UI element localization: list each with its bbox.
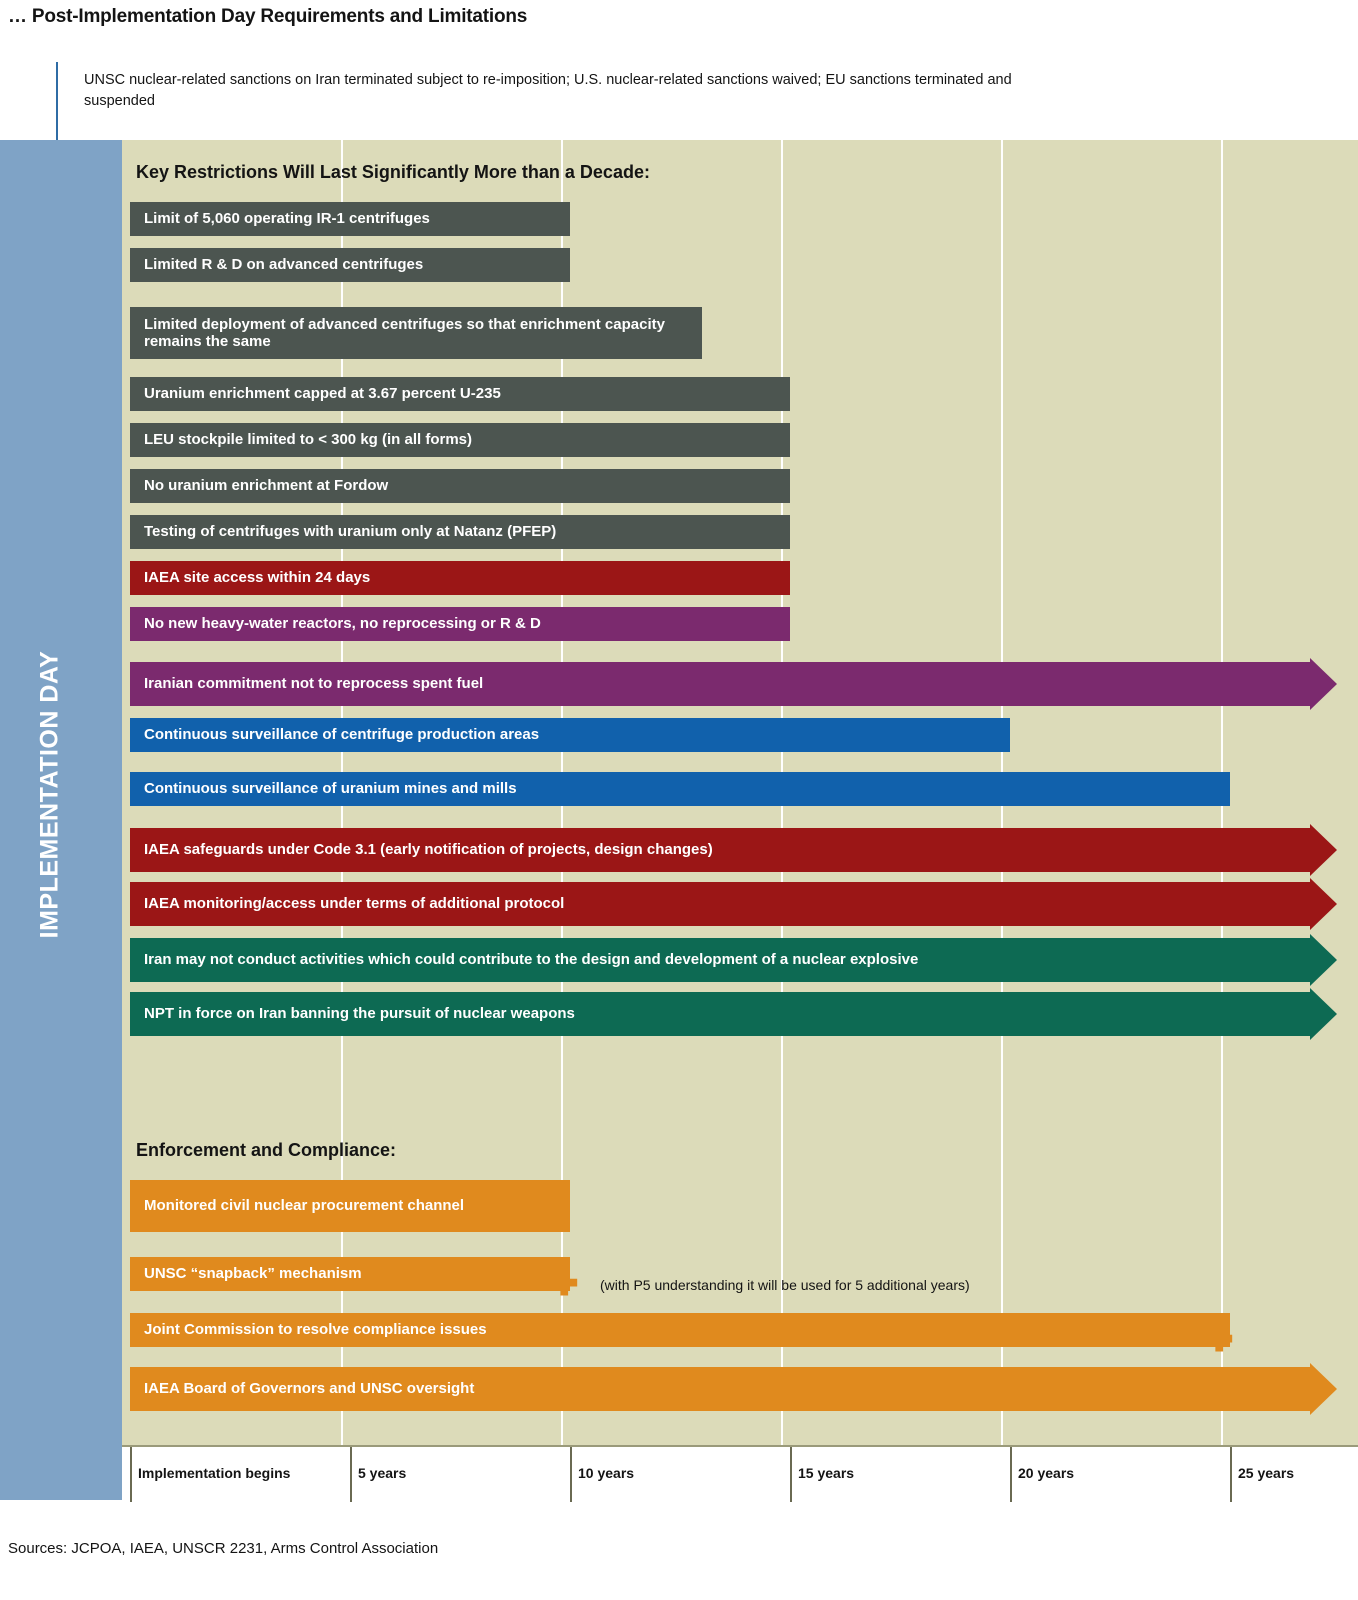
timeline-bar-label: IAEA safeguards under Code 3.1 (early notification of projects, design changes): [144, 841, 713, 859]
timeline-bar-label: UNSC “snapback” mechanism: [144, 1265, 362, 1283]
implementation-day-label: IMPLEMENTATION DAY: [35, 650, 64, 939]
timeline-bar-label: Testing of centrifuges with uranium only at Natanz (PFEP): [144, 523, 557, 541]
timeline-bar: [130, 307, 702, 359]
implementation-day-band: [0, 140, 122, 1500]
timeline-bar-label: Limited deployment of advanced centrifuges so that enrichment capacity remains the same: [144, 315, 665, 350]
timeline-bar-label: Joint Commission to resolve compliance issues: [144, 1321, 487, 1339]
timeline-bar: [130, 1367, 1310, 1411]
timeline-bar: [130, 469, 790, 503]
timeline-bar-label: Continuous surveillance of uranium mines and mills: [144, 780, 517, 798]
timeline-bar-label: LEU stockpile limited to < 300 kg (in all forms): [144, 431, 472, 449]
axis-label: 15 years: [798, 1465, 855, 1481]
timeline-bar: [130, 202, 570, 236]
page-title: … Post-Implementation Day Requirements and Limitations: [8, 6, 528, 27]
time-axis: [122, 1445, 1358, 1502]
axis-label: 25 years: [1238, 1465, 1295, 1481]
axis-tick: [1010, 1447, 1012, 1502]
timeline-bar: [130, 938, 1310, 982]
axis-tick: [790, 1447, 792, 1502]
timeline-bar-label: Continuous surveillance of centrifuge production areas: [144, 726, 540, 744]
axis-tick: [1230, 1447, 1232, 1502]
axis-label: 5 years: [358, 1465, 407, 1481]
snapback-note: (with P5 understanding it will be used for 5 additional years): [600, 1277, 970, 1293]
timeline-bar: [130, 718, 1010, 752]
timeline-bar: [130, 772, 1230, 806]
timeline-bar-label: Monitored civil nuclear procurement channel: [144, 1197, 465, 1215]
timeline-bar-label: IAEA monitoring/access under terms of additional protocol: [144, 895, 565, 913]
timeline-bar: [130, 377, 790, 411]
timeline-bar: [130, 992, 1310, 1036]
timeline-bar: [130, 423, 790, 457]
sanctions-callout-text: UNSC nuclear-related sanctions on Iran terminated subject to re-imposition; U.S. nuclear-related sanctions waived; EU sanctions terminated and suspended: [84, 72, 1012, 110]
timeline-bar: [130, 882, 1310, 926]
timeline-bar-label: Iranian commitment not to reprocess spent fuel: [144, 675, 484, 693]
timeline-bar: [130, 828, 1310, 872]
timeline-bar-label: NPT in force on Iran banning the pursuit of nuclear weapons: [144, 1005, 575, 1023]
timeline-chart: [0, 140, 1358, 1500]
timeline-bar: [130, 1180, 570, 1232]
timeline-bar: [130, 248, 570, 282]
axis-label: 20 years: [1018, 1465, 1075, 1481]
timeline-bar: [130, 1257, 570, 1291]
timeline-bar-label: Uranium enrichment capped at 3.67 percent U-235: [144, 385, 501, 403]
restrictions-heading: Key Restrictions Will Last Significantly More than a Decade:: [136, 162, 650, 182]
timeline-bar-label: Limit of 5,060 operating IR-1 centrifuges: [144, 210, 430, 228]
timeline-bar-label: Limited R & D on advanced centrifuges: [144, 256, 424, 274]
timeline-bar: [130, 561, 790, 595]
axis-label: 10 years: [578, 1465, 635, 1481]
timeline-bar-label: No new heavy-water reactors, no reprocessing or R & D: [144, 615, 541, 633]
timeline-bar: [130, 607, 790, 641]
axis-tick: [130, 1447, 132, 1502]
snapback-plus-icon: ✚: [550, 1265, 579, 1303]
timeline-bar: [130, 1313, 1230, 1347]
timeline-bar-label: Iran may not conduct activities which could contribute to the design and development of a nuclear explosive: [144, 951, 919, 969]
timeline-bar-label: No uranium enrichment at Fordow: [144, 477, 389, 495]
axis-tick: [570, 1447, 572, 1502]
timeline-bar: [130, 515, 790, 549]
timeline-bar: [130, 662, 1310, 706]
axis-tick: [350, 1447, 352, 1502]
sources-note: Sources: JCPOA, IAEA, UNSCR 2231, Arms Control Association: [8, 1540, 439, 1557]
axis-label: Implementation begins: [138, 1465, 291, 1481]
enforcement-heading: Enforcement and Compliance:: [136, 1140, 397, 1160]
joint-commission-plus-icon: ✚: [1205, 1321, 1234, 1359]
timeline-bar-label: IAEA site access within 24 days: [144, 569, 371, 587]
timeline-bar-label: IAEA Board of Governors and UNSC oversight: [144, 1380, 475, 1398]
chart-plot-area: [122, 140, 1358, 1500]
